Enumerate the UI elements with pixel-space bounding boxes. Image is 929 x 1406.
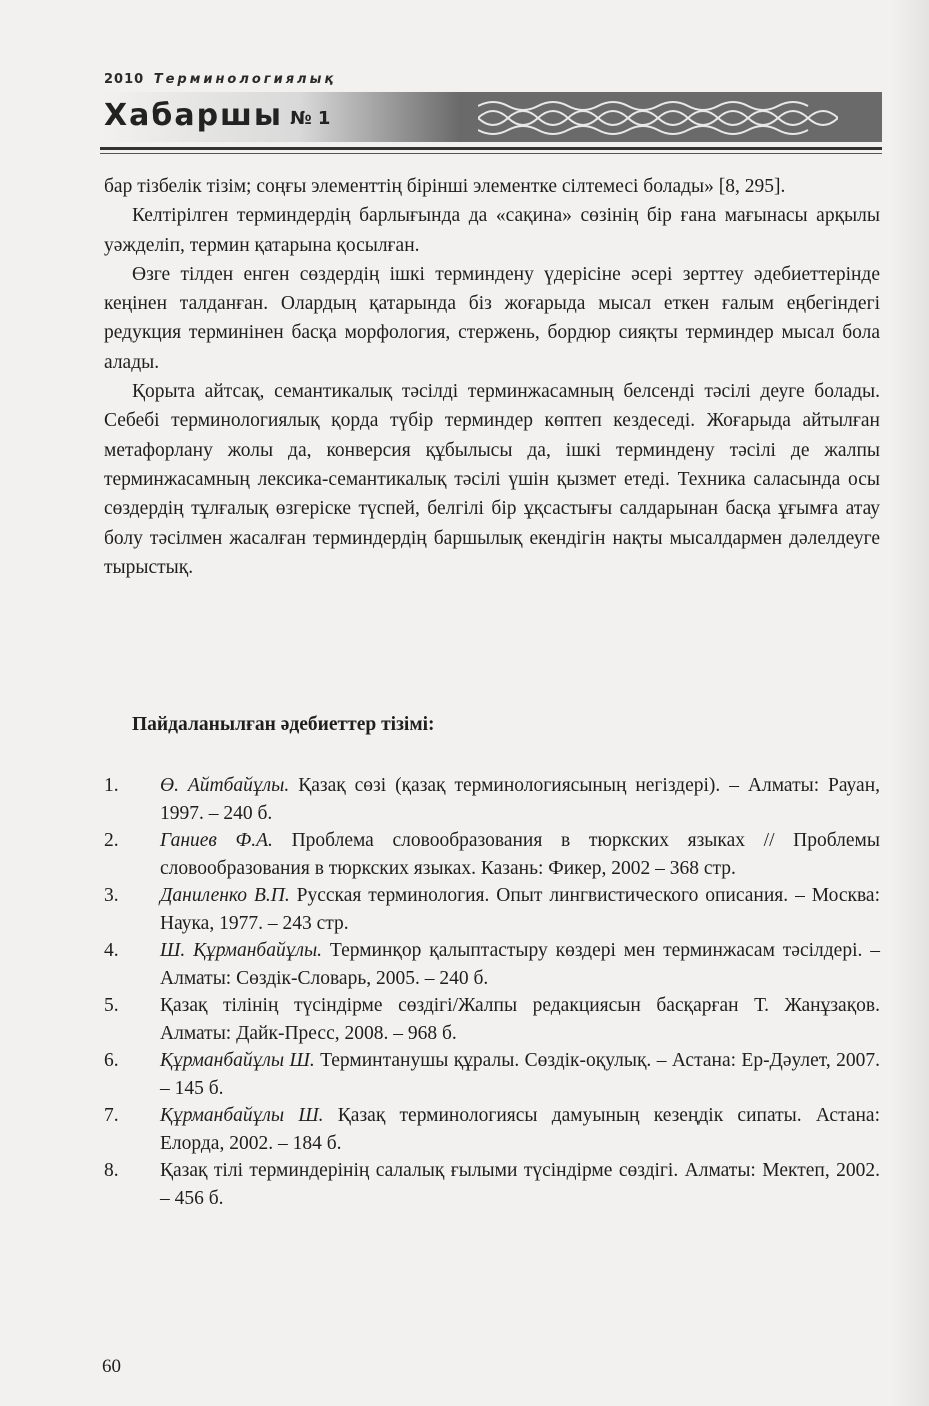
reference-author: Ш. Құрманбайұлы. <box>160 940 323 961</box>
reference-details: Қазақ сөзі (қазақ терминологиясының негіздері). – Алматы: Рауан, 1997. – 240 б. <box>160 775 881 824</box>
journal-series-line <box>104 72 336 87</box>
journal-issue: № 1 <box>290 108 331 129</box>
reference-details: Терминтанушы құралы. Сөздік-оқулық. – Астана: Ер-Дәулет, 2007. – 145 б. <box>160 1050 880 1099</box>
reference-item <box>104 1102 880 1157</box>
journal-year: 2010 <box>104 72 145 87</box>
page-number: 60 <box>102 1356 121 1377</box>
reference-item <box>104 1047 880 1102</box>
reference-details: Қазақ терминологиясы дамуының кезеңдік сипаты. Астана: Елорда, 2002. – 184 б. <box>160 1105 881 1154</box>
reference-item <box>104 827 880 882</box>
reference-details: Қазақ тілі терминдерінің салалық ғылыми түсіндірме сөздігі. Алматы: Мектеп, 2002. – 456 б. <box>160 1160 880 1209</box>
reference-number: 3. <box>104 885 119 906</box>
reference-item <box>104 1157 880 1212</box>
paragraph: Қорыта айтсақ, семантикалық тәсілді терминжасамның белсенді тәсілі деуге болады. Себебі терминологиялық қорда түбір терминдер көптеп кездеседі. Жоғарыда айтылған метафорлану жолы да, конверсия құбылысы да, ішкі терминдену тәсілі де жалпы терминжасамның лексика-семантикалық тәсілі үшін қызмет етеді. Техника саласында осы сөздердің тұлғалық өзгеріске түспей, белгілі бір ұқсастығы салдарынан басқа ұғымға атау болу тәсілмен жасалған терминдердің баршылық екендігін нақты мысалдармен дәлелдеуге тырыстық. <box>104 381 880 578</box>
reference-details: Терминқор қалыптастыру көздері мен терминжасам тәсілдері. – Алматы: Сөздік-Словарь, 2005. – 240 б. <box>160 940 880 989</box>
reference-text <box>160 992 880 1047</box>
reference-text <box>160 772 880 827</box>
reference-item <box>104 772 880 827</box>
reference-details: Қазақ тілінің түсіндірме сөздігі/Жалпы редакциясын басқарған Т. Жанұзақов. Алматы: Дайк-Пресс, 2008. – 968 б. <box>160 995 880 1044</box>
reference-number: 2. <box>104 830 119 851</box>
reference-author: Даниленко В.П. <box>160 885 290 906</box>
reference-number: 6. <box>104 1050 119 1071</box>
reference-text <box>160 1102 880 1157</box>
reference-text <box>160 1047 880 1102</box>
reference-author: Ганиев Ф.А. <box>160 830 273 851</box>
reference-text <box>160 1157 880 1212</box>
paragraph: Өзге тілден енген сөздердің ішкі терминдену үдерісіне әсері зерттеу әдебиеттерінде кеңінен талданған. Олардың қатарында біз жоғарыда мысал еткен ғалым еңбегіндегі редукция терминінен басқа морфология, стержень, бордюр сияқты терминдер мысал бола алады. <box>104 263 880 373</box>
reference-item <box>104 992 880 1047</box>
article-body <box>104 172 880 582</box>
reference-author: Құрманбайұлы Ш. <box>160 1050 315 1071</box>
journal-title: Хабаршы <box>104 98 284 133</box>
reference-text <box>160 827 880 882</box>
reference-number: 4. <box>104 940 119 961</box>
reference-item <box>104 937 880 992</box>
references-heading: Пайдаланылған әдебиеттер тізімі: <box>132 714 435 735</box>
reference-number: 5. <box>104 995 119 1016</box>
reference-author: Құрманбайұлы Ш. <box>160 1105 324 1126</box>
header-rule <box>100 147 882 150</box>
reference-number: 1. <box>104 775 119 796</box>
reference-item <box>104 882 880 937</box>
reference-details: Русская терминология. Опыт лингвистического описания. – Москва: Наука, 1977. – 243 стр. <box>160 885 880 934</box>
reference-number: 8. <box>104 1160 119 1181</box>
reference-text <box>160 937 880 992</box>
header-rule-thin <box>100 153 882 154</box>
journal-series: Терминологиялық <box>153 72 337 87</box>
references-list <box>104 772 880 1212</box>
ornament-pattern <box>478 100 838 136</box>
reference-details: Проблема словообразования в тюркских языках // Проблемы словообразования в тюркских языках. Казань: Фикер, 2002 – 368 стр. <box>160 830 880 879</box>
paragraph: бар тізбелік тізім; соңғы элементтің бірінші элементке сілтемесі болады» [8, 295]. <box>104 176 786 197</box>
page-edge-shadow <box>889 0 929 1406</box>
reference-text <box>160 882 880 937</box>
reference-number: 7. <box>104 1105 119 1126</box>
paragraph: Келтірілген терминдердің барлығында да «сақина» сөзінің бір ғана мағынасы арқылы уәжделіп, термин қатарына қосылған. <box>104 205 880 256</box>
reference-author: Ө. Айтбайұлы. <box>160 775 290 796</box>
